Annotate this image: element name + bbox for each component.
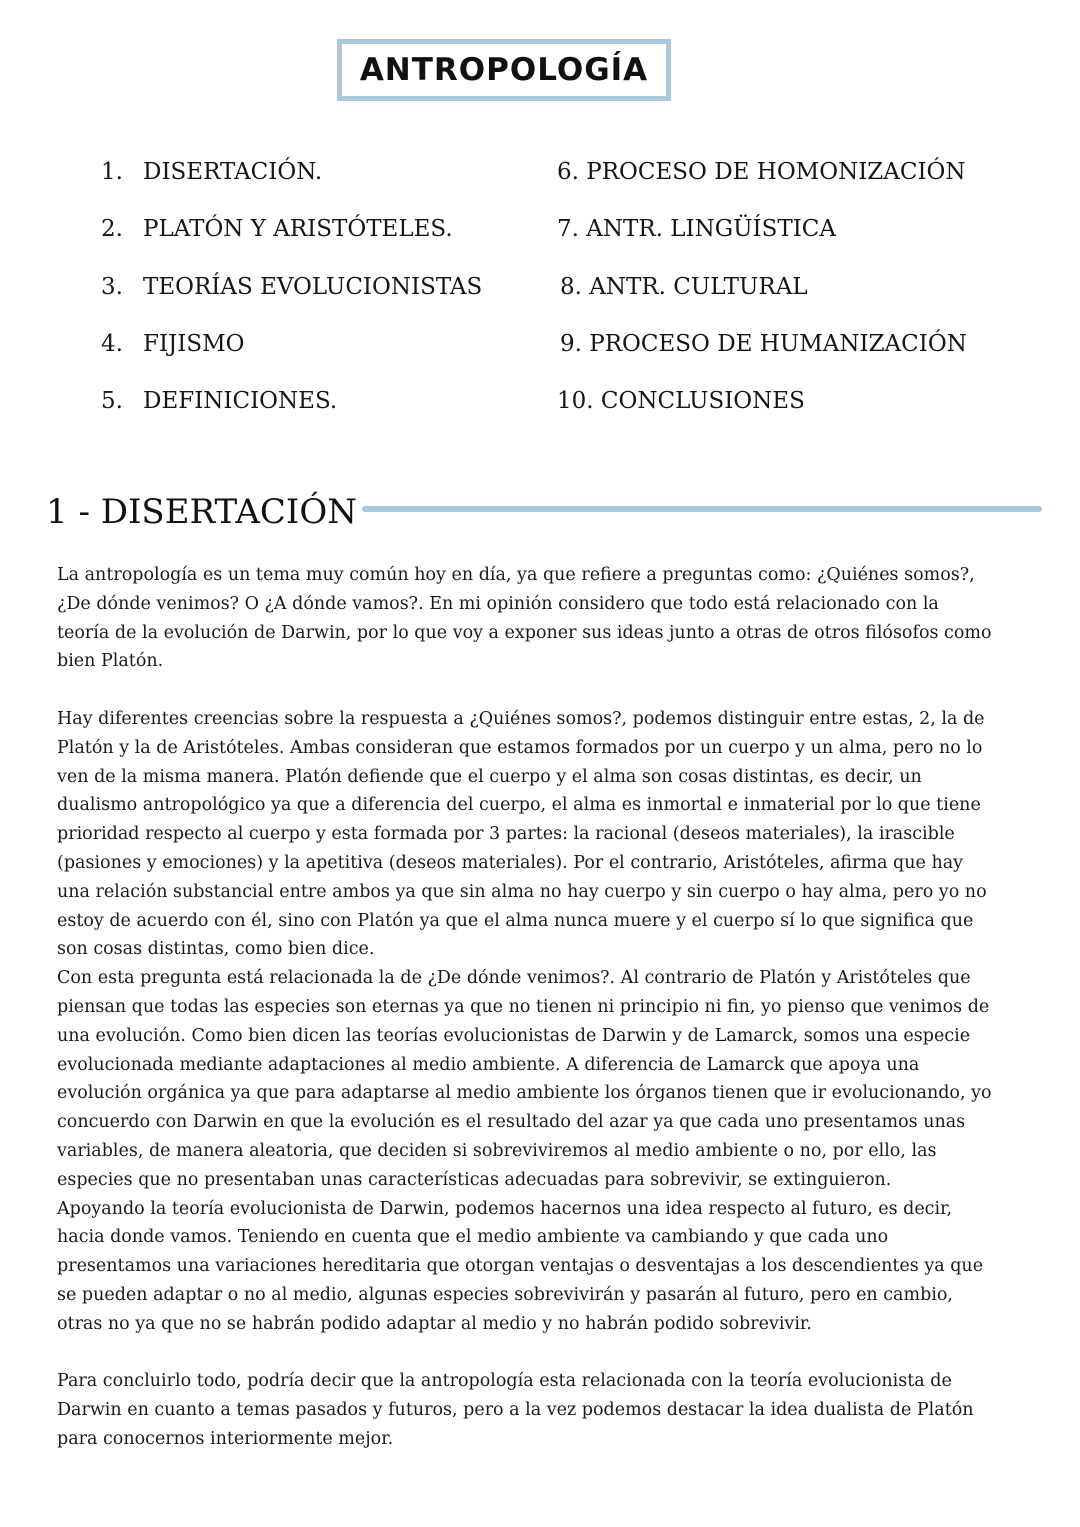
toc-item-label: TEORÍAS EVOLUCIONISTAS [143,274,483,300]
text-line: La antropología es un tema muy común hoy en día, ya que refiere a preguntas como: ¿Quiénes somos?, [57,565,975,585]
toc-item [101,386,337,416]
toc-item-label: PLATÓN Y ARISTÓTELES. [143,216,453,242]
page-title: ANTROPOLOGÍA [359,52,649,88]
toc-item-label: DEFINICIONES. [143,388,338,414]
toc-item [101,214,453,244]
text-line: hacia donde vamos. Teniendo en cuenta que el medio ambiente va cambiando y que cada uno [57,1227,889,1248]
text-line: piensan que todas las especies son eternas ya que no tienen ni principio ni fin, yo pienso que venimos de [57,996,990,1017]
text-line: variables, de manera aleatoria, que deciden si sobreviviremos al medio ambiente o no, por ello, las [57,1140,937,1161]
text-line: Apoyando la teoría evolucionista de Darwin, podemos hacernos una idea respecto al futuro, es decir, [57,1198,953,1219]
toc-item-number: 4. [101,331,123,357]
text-line: evolucionada mediante adaptaciones al medio ambiente. A diferencia de Lamarck que apoya una [57,1054,920,1075]
text-line: (pasiones y emociones) y la apetitiva (deseos materiales). Por el contrario, Aristóteles, afirma que hay [57,852,964,873]
text-line: dualismo antropológico ya que a diferencia del cuerpo, el alma es inmortal e inmaterial por lo que tiene [57,795,981,816]
toc-item: 10. CONCLUSIONES [557,388,805,414]
toc-item-number: 2. [101,216,123,242]
toc-item [101,329,245,359]
text-line: concuerdo con Darwin en que la evolución es el resultado del azar ya que cada uno presentamos unas [57,1112,966,1133]
text-line: especies que no presentaban unas características adecuadas para sobrevivir, se extinguieron. [57,1169,892,1190]
text-line: presentamos una variaciones hereditaria que otorgan ventajas o desventajas a los descendientes ya que [57,1256,984,1277]
heading-divider [362,506,1042,512]
toc-item: 8. ANTR. CULTURAL [560,274,808,300]
text-line: una relación substancial entre ambos ya que sin alma no hay cuerpo y sin cuerpo o hay alma, pero yo no [57,881,987,902]
text-line: teoría de la evolución de Darwin, por lo que voy a exponer sus ideas junto a otras de otros filósofos como [57,622,992,643]
toc-item: 7. ANTR. LINGÜÍSTICA [557,216,836,242]
text-line: son cosas distintas, como bien dice. [57,939,375,960]
toc-item [101,272,482,302]
text-line: prioridad respecto al cuerpo y esta formada por 3 partes: la racional (deseos materiales), la irascible [57,824,955,845]
toc-item: 9. PROCESO DE HUMANIZACIÓN [560,331,967,357]
toc-item-label: FIJISMO [143,331,245,357]
text-line: ¿De dónde venimos? O ¿A dónde vamos?. En mi opinión considero que todo está relacionado con la [57,593,939,614]
text-line: una evolución. Como bien dicen las teorías evolucionistas de Darwin y de Lamarck, somos una especie [57,1025,971,1046]
text-line: para conocernos interiormente mejor. [57,1428,394,1449]
text-line: otras no ya que no se habrán podido adaptar al medio y no habrán podido sobrevivir. [57,1313,812,1334]
toc-item-number: 1. [101,159,123,185]
text-line: Para concluirlo todo, podría decir que la antropología esta relacionada con la teoría evolucionista de [57,1371,952,1392]
text-line: ven de la misma manera. Platón defiende que el cuerpo y el alma son cosas distintas, es decir, un [57,766,922,787]
toc-item [101,157,322,187]
text-line: se pueden adaptar o no al medio, algunas especies sobrevivirán y pasarán al futuro, pero en cambio, [57,1284,953,1305]
toc-item: 6. PROCESO DE HOMONIZACIÓN [557,159,966,185]
text-line: evolución orgánica ya que para adaptarse al medio ambiente los órganos tienen que ir evolucionando, yo [57,1083,992,1104]
text-line: estoy de acuerdo con él, sino con Platón ya que el alma nunca muere y el cuerpo sí lo que significa que [57,910,974,931]
title-box [337,39,671,101]
text-line: Hay diferentes creencias sobre la respuesta a ¿Quiénes somos?, podemos distinguir entre estas, 2, la de [57,708,985,729]
toc-item-label: DISERTACIÓN. [143,159,323,185]
text-line: Darwin en cuanto a temas pasados y futuros, pero a la vez podemos destacar la idea dualista de Platón [57,1400,974,1421]
text-line: Platón y la de Aristóteles. Ambas consideran que estamos formados por un cuerpo y un alma, pero no lo [57,737,983,758]
text-line: Con esta pregunta está relacionada la de ¿De dónde venimos?. Al contrario de Platón y Aristóteles que [57,968,971,989]
toc-item-number: 5. [101,388,123,414]
section-body [57,561,1047,1454]
section-heading: 1 - DISERTACIÓN [46,492,357,532]
toc-item-number: 3. [101,274,123,300]
text-line: bien Platón. [57,651,164,672]
